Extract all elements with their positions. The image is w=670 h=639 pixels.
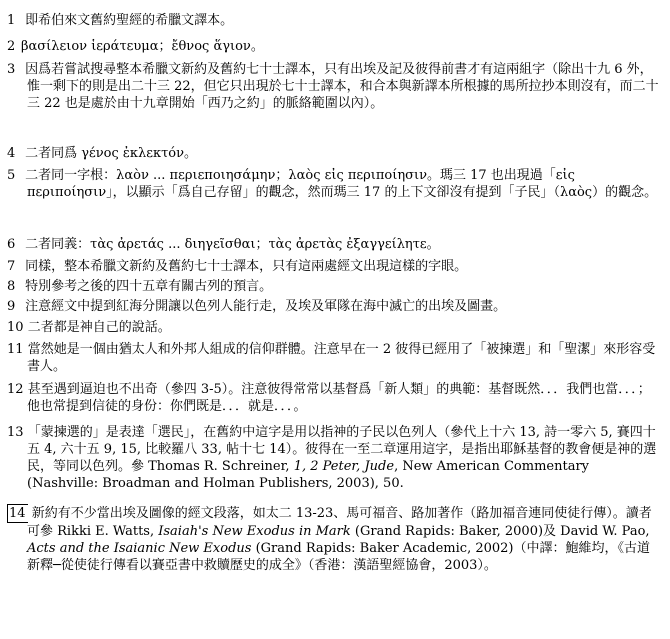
footnote-text: 二者同義：τὰς ἀρετάς ... διηγεῖσθαι；τὰς ἀρετὰς ἐξαγγείλητε。 xyxy=(25,237,440,252)
footnote-6 xyxy=(7,236,660,253)
book-title: Acts and the Isaianic New Exodus xyxy=(27,541,252,556)
footnote-number: 7 xyxy=(7,259,16,274)
footnote-text: 新約有不少當出埃及圖像的經文段落，如太二 13-23、馬可福音、路加著作（路加福音連同使徒行傳）。讀者可參 Rikki E. Watts, xyxy=(27,506,652,539)
footnote-text: 同樣，整本希臘文新約及舊約七十士譯本，只有這兩處經文出現這樣的字眼。 xyxy=(25,259,468,274)
footnote-text: 特別參考之後的四十五章有關古列的預言。 xyxy=(25,279,273,294)
footnote-1 xyxy=(7,12,660,29)
footnote-text: 二者同爲 γένος ἐκλεκτόν。 xyxy=(25,146,198,161)
footnote-text: 「蒙揀選的」是表達「選民」，在舊約中這字是用以指神的子民以色列人（參代上十六 13, 詩一零六 5, 賽四十五 4, 六十五 9, 15, 比較羅八 33, 帖十七 14）。彼得在一至二章運用這字，是指出耶穌基督的教會便是神的選民，等同以色列。參 Thomas R. Schreiner, xyxy=(27,425,657,474)
footnote-text: (Grand Rapids: Baker Academic, 2002)（中譯：鮑維均，《古道新釋─從使徒行傳看以賽亞書中救贖歷史的成全》（香港：漢語聖經協會，2003）。 xyxy=(27,541,650,573)
footnote-text: 注意經文中提到紅海分開讓以色列人能行走，及埃及軍隊在海中滅亡的出埃及圖畫。 xyxy=(25,299,507,314)
footnote-text: , New American Commentary (Nashville: Broadman and Holman Publishers, 2003), 50. xyxy=(27,459,589,491)
footnote-12 xyxy=(7,381,660,415)
footnote-9 xyxy=(7,298,660,315)
footnote-text: 甚至遇到逼迫也不出奇（參四 3-5）。注意彼得常常以基督爲「新人類」的典範：基督既然．．．我們也當．．．；他也常提到信徒的身份：你們既是．．．就是．．．。 xyxy=(27,382,651,414)
footnote-13 xyxy=(7,424,660,492)
footnote-8 xyxy=(7,278,660,295)
footnote-text: βασίλειον ἱεράτευμα；ἔθνος ἅγιον。 xyxy=(21,39,264,54)
footnote-number: 13 xyxy=(7,425,24,440)
footnote-number: 1 xyxy=(7,13,16,28)
footnote-text: 二者同一字根：λαὸν ... περιεποιησάμην；λαὸς εἰς περιποίησιν。瑪三 17 也出現過「εἰς περιποίησιν」，以顯示「爲自己存留」的觀念，然而瑪三 17 的上下文卻沒有提到「子民」（λαὸς）的觀念。 xyxy=(25,168,658,200)
book-title: Isaiah's New Exodus in Mark xyxy=(158,524,351,539)
footnote-number: 8 xyxy=(7,279,16,294)
footnote-4 xyxy=(7,145,660,162)
footnote-text: 因爲若嘗試搜尋整本希臘文新約及舊約七十士譯本，只有出埃及記及彼得前書才有這兩組字（除出十九 6 外，惟一剩下的則是出二十三 22，但它只出現於七十士譯本，和合本與新譯本所根據的馬所拉抄本則沒有，而二十三 22 也是處於由十九章開始「西乃之約」的脈絡範圍以內）。 xyxy=(25,62,659,111)
footnote-text: 二者都是神自己的說話。 xyxy=(27,320,171,335)
footnote-3 xyxy=(7,61,660,112)
footnote-number: 4 xyxy=(7,146,16,161)
footnote-number: 6 xyxy=(7,237,16,252)
footnote-7 xyxy=(7,258,660,275)
footnote-number: 11 xyxy=(7,342,24,357)
book-title: 1, 2 Peter, Jude xyxy=(293,459,395,474)
footnote-text: 當然她是一個由猶太人和外邦人組成的信仰群體。注意早在一 2 彼得已經用了「被揀選」和「聖潔」來形容受書人。 xyxy=(27,342,656,374)
footnote-5 xyxy=(7,167,660,201)
footnote-number: 12 xyxy=(7,382,24,397)
footnote-number: 5 xyxy=(7,168,16,183)
footnote-10 xyxy=(7,319,660,336)
footnote-14 xyxy=(7,504,660,574)
footnote-number: 2 xyxy=(7,39,16,54)
footnote-number: 14 xyxy=(9,506,26,521)
footnote-number: 3 xyxy=(7,62,16,77)
footnote-2 xyxy=(7,38,660,55)
footnote-text: 即希伯來文舊約聖經的希臘文譯本。 xyxy=(25,13,234,28)
footnote-text: (Grand Rapids: Baker, 2000)及 David W. Pao, xyxy=(350,524,650,539)
footnote-number: 10 xyxy=(7,320,24,335)
footnote-number: 9 xyxy=(7,299,16,314)
footnote-11 xyxy=(7,341,660,375)
